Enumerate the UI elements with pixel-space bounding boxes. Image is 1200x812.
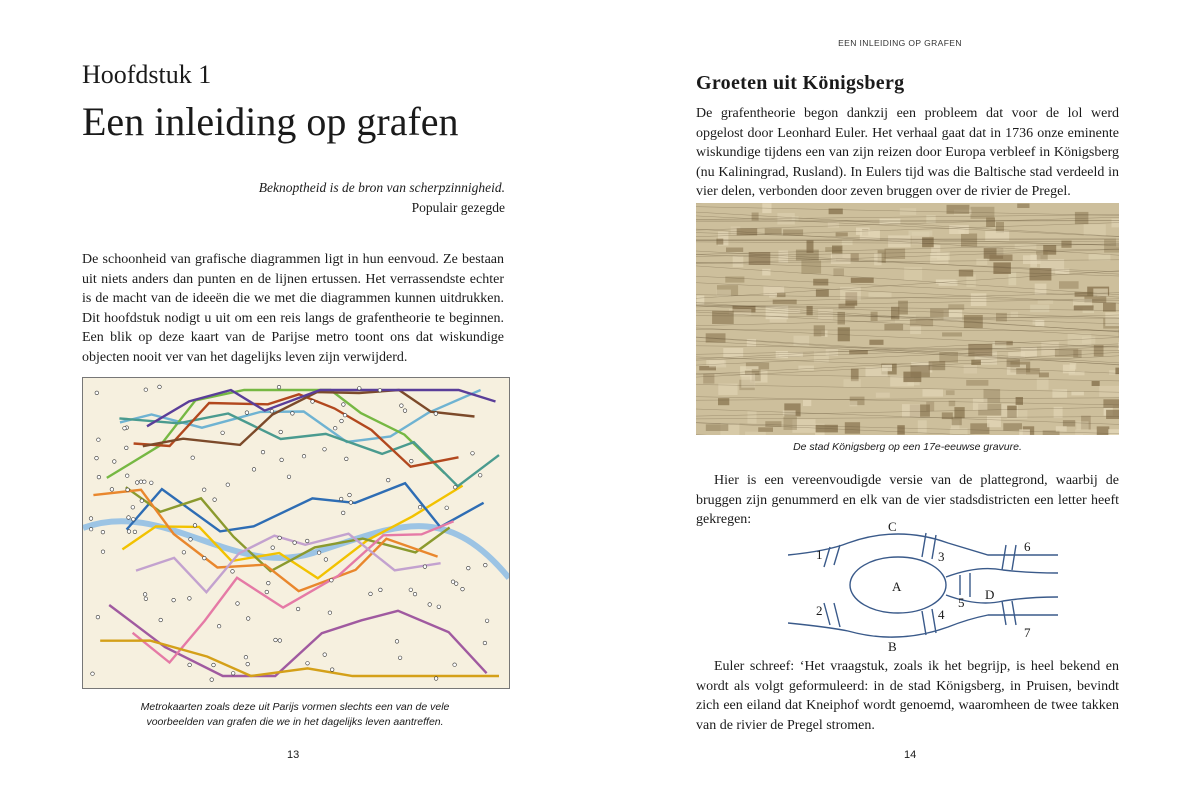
- engraving-building: [987, 416, 1001, 427]
- metro-station: [471, 452, 475, 456]
- metro-station: [428, 603, 432, 607]
- engraving-building: [801, 261, 821, 274]
- bridge-2: [824, 603, 840, 627]
- metro-station: [91, 672, 95, 676]
- metro-station: [101, 550, 105, 554]
- metro-station: [126, 488, 130, 492]
- metro-station: [358, 387, 362, 391]
- metro-line: [109, 605, 486, 676]
- engraving-building: [745, 432, 766, 435]
- map-caption: [100, 700, 490, 730]
- bridge-7: [1002, 601, 1016, 625]
- metro-station: [349, 501, 353, 505]
- engraving-building: [850, 401, 858, 406]
- engraving-building: [966, 380, 988, 386]
- engraving-hatch: [696, 215, 1119, 220]
- engraving-building: [926, 402, 934, 411]
- metro-station: [123, 427, 127, 431]
- engraving-building: [959, 270, 973, 277]
- metro-station: [445, 506, 449, 510]
- metro-station: [400, 404, 404, 408]
- metro-station: [89, 527, 93, 531]
- engraving-building: [1059, 281, 1079, 289]
- engraving-building: [1011, 312, 1018, 317]
- metro-station: [213, 498, 217, 502]
- engraving-building: [1071, 391, 1084, 395]
- konigsberg-paragraph: De grafentheorie begon dankzij een probleem dat voor de lol werd opgelost door Leonhard Euler. Het verhaal gaat dat in 1736 onze eminente wiskundige tijdens een van zijn reizen door Europa verbleef in Königsberg (nu Kaliningrad, Rusland). In Eulers tijd was die Baltische stad verdeeld in vier delen, verbonden door zeven bruggen over de rivier de Pregel.: [696, 106, 1119, 199]
- engraving-building: [798, 366, 814, 371]
- engraving-building: [773, 300, 797, 305]
- epigraph: [259, 178, 505, 218]
- engraving-building: [814, 325, 825, 336]
- label-district-d: D: [985, 587, 995, 602]
- engraving-building: [1007, 359, 1020, 367]
- metro-station: [267, 581, 271, 585]
- engraving-building: [1075, 429, 1097, 435]
- engraving-building: [1068, 334, 1092, 347]
- metro-station: [226, 483, 230, 487]
- metro-station: [191, 456, 195, 460]
- engraving-building: [1103, 399, 1119, 408]
- metro-station: [453, 663, 457, 667]
- metro-station: [339, 497, 343, 501]
- chapter-label: Hoofdstuk 1: [82, 60, 212, 89]
- metro-station: [113, 460, 117, 464]
- engraving-building: [777, 213, 794, 225]
- metro-station: [270, 410, 274, 414]
- label-bridge-3: 3: [938, 549, 945, 564]
- engraving-building: [1039, 373, 1049, 378]
- metro-station: [483, 641, 487, 645]
- engraving-building: [954, 407, 964, 418]
- engraving-building: [758, 427, 773, 432]
- engraving-building: [1052, 389, 1067, 398]
- metro-station: [378, 389, 382, 393]
- engraving-building: [1007, 410, 1028, 419]
- metro-station: [265, 590, 269, 594]
- metro-station: [485, 619, 489, 623]
- engraving-building: [930, 309, 949, 317]
- engraving-building: [706, 424, 729, 431]
- metro-station: [96, 615, 100, 619]
- simplified-map-paragraph: Hier is een vereenvoudigde versie van de plattegrond, waarbij de bruggen zijn genummerd en elk van de vier stadsdistricten een letter heeft gekregen:: [696, 473, 1119, 527]
- label-district-b: B: [888, 639, 897, 654]
- engraving-building: [930, 253, 948, 264]
- bridge-6: [1002, 545, 1016, 570]
- metro-station: [305, 539, 309, 543]
- metro-station: [434, 677, 438, 681]
- metro-station: [348, 493, 352, 497]
- engraving-building: [838, 312, 846, 325]
- metro-station: [478, 474, 482, 478]
- metro-station: [189, 538, 193, 542]
- metro-station: [125, 446, 129, 450]
- metro-station: [386, 478, 390, 482]
- engraving-building: [926, 215, 935, 223]
- metro-station: [97, 475, 101, 479]
- metro-station: [341, 511, 345, 515]
- engraving-building: [717, 290, 731, 297]
- metro-station: [221, 431, 225, 435]
- metro-station: [182, 551, 186, 555]
- engraving-building: [1093, 289, 1108, 297]
- engraving-building: [929, 361, 946, 370]
- metro-station: [395, 640, 399, 644]
- metro-station: [418, 505, 422, 509]
- engraving-building: [1017, 204, 1029, 209]
- engraving-building: [900, 208, 916, 215]
- engraving-hatch: [696, 212, 1119, 236]
- engraving-building: [784, 417, 797, 430]
- engraving-building: [703, 374, 714, 384]
- metro-station: [451, 580, 455, 584]
- metro-station: [144, 388, 148, 392]
- metro-station: [302, 454, 306, 458]
- metro-station: [252, 468, 256, 472]
- engraving-building: [946, 390, 955, 395]
- label-bridge-4: 4: [938, 607, 945, 622]
- label-bridge-7: 7: [1024, 625, 1031, 640]
- intro-paragraph: De schoonheid van grafische diagrammen ligt in hun eenvoud. Ze bestaan uit niets anders dan punten en de lijnen ertussen. Het verrassendste echter is de macht van de ideeën die we met die diagrammen kunnen uitdrukken. Dit hoofdstuk nodigt u uit om een reis langs de grafentheorie te beginnen. Een blik op deze kaart van de Parijse metro toont ons dat wiskundige objecten nooit ver van het dagelijks leven zijn verwijderd.: [82, 252, 504, 365]
- engraving-building: [844, 379, 861, 387]
- engraving-building: [783, 410, 796, 415]
- metro-station: [279, 430, 283, 434]
- engraving-hatch: [696, 295, 1119, 301]
- metro-station: [330, 668, 334, 672]
- engraving-building: [1106, 410, 1119, 419]
- metro-station: [453, 486, 457, 490]
- engraving-building: [884, 324, 903, 330]
- engraving-building: [752, 213, 759, 221]
- metro-station: [217, 624, 221, 628]
- label-bridge-2: 2: [816, 603, 823, 618]
- metro-station: [202, 488, 206, 492]
- engraving-building: [985, 231, 1009, 241]
- metro-station: [398, 656, 402, 660]
- engraving-building: [725, 277, 744, 283]
- metro-station: [403, 409, 407, 413]
- engraving-building: [845, 422, 860, 434]
- label-district-c: C: [888, 519, 897, 534]
- engraving-building: [712, 311, 734, 324]
- metro-station: [246, 662, 250, 666]
- chapter-title: Een inleiding op grafen: [82, 99, 459, 144]
- engraving-hatch: [696, 397, 1119, 405]
- engraving-building: [1097, 426, 1110, 435]
- engraving-building: [1084, 224, 1106, 236]
- engraving-building: [842, 240, 853, 245]
- right-page: [600, 0, 1200, 812]
- metro-station: [140, 499, 144, 503]
- engraving-building: [733, 256, 744, 267]
- label-bridge-1: 1: [816, 547, 823, 562]
- engraving-building: [971, 293, 987, 306]
- bridge-5: [960, 573, 970, 597]
- metro-station: [293, 541, 297, 545]
- section-title: Groeten uit Königsberg: [696, 72, 905, 94]
- metro-station: [291, 412, 295, 416]
- engraving-building: [1089, 254, 1111, 261]
- metro-station: [323, 653, 327, 657]
- konigsberg-bridges-diagram: [788, 515, 1058, 655]
- engraving-building: [1099, 386, 1119, 397]
- metro-station: [369, 592, 373, 596]
- engraving-building: [836, 232, 848, 236]
- metro-station: [143, 480, 147, 484]
- metro-station: [340, 419, 344, 423]
- engraving-building: [989, 255, 1012, 261]
- engraving-building: [748, 411, 757, 423]
- engraving-building: [874, 253, 882, 265]
- metro-station: [172, 598, 176, 602]
- engraving-building: [1074, 305, 1094, 310]
- engraving-building: [952, 417, 962, 426]
- metro-station: [127, 516, 131, 520]
- metro-station: [277, 385, 281, 389]
- metro-station: [132, 518, 136, 522]
- paris-metro-map: [82, 377, 510, 689]
- metro-station: [379, 588, 383, 592]
- metro-station: [210, 678, 214, 682]
- metro-station: [261, 450, 265, 454]
- engraving-building: [762, 269, 770, 276]
- engraving-hatch: [696, 220, 1119, 221]
- metro-station: [131, 506, 135, 510]
- engraving-building: [1056, 426, 1067, 431]
- metro-station: [159, 618, 163, 622]
- engraving-building: [868, 292, 891, 297]
- metro-station: [101, 530, 105, 534]
- metro-station: [110, 488, 114, 492]
- engraving-building: [1030, 305, 1049, 313]
- metro-station: [231, 570, 235, 574]
- engraving-building: [869, 340, 883, 345]
- metro-station: [345, 457, 349, 461]
- engraving-building: [1112, 219, 1120, 228]
- engraving-graphic: [696, 203, 1119, 435]
- running-header: EEN INLEIDING OP GRAFEN: [838, 38, 962, 48]
- metro-station: [333, 426, 337, 430]
- metro-station: [434, 412, 438, 416]
- metro-station: [133, 530, 137, 534]
- engraving-building: [949, 225, 969, 234]
- engraving-building: [838, 327, 850, 341]
- map-caption-line-1: Metrokaarten zoals deze uit Parijs vormen slechts een van de vele: [140, 701, 450, 713]
- metro-map-graphic: [83, 378, 509, 688]
- engraving-building: [1019, 429, 1030, 435]
- metro-station: [245, 411, 249, 415]
- engraving-building: [716, 239, 723, 245]
- engraving-building: [1016, 368, 1040, 374]
- engraving-building: [961, 234, 977, 247]
- metro-station: [278, 639, 282, 643]
- metro-station: [246, 617, 250, 621]
- metro-station: [324, 558, 328, 562]
- label-bridge-6: 6: [1024, 539, 1031, 554]
- metro-station: [409, 588, 413, 592]
- engraving-building: [970, 423, 989, 434]
- metro-station: [461, 587, 465, 591]
- engraving-building: [948, 304, 964, 310]
- metro-station: [343, 413, 347, 417]
- metro-station: [271, 546, 275, 550]
- engraving-building: [918, 420, 927, 433]
- engraving-building: [876, 393, 890, 398]
- engraving-building: [777, 293, 786, 297]
- metro-station: [323, 448, 327, 452]
- engraving-building: [860, 230, 880, 240]
- metro-station: [278, 536, 282, 540]
- metro-station: [212, 663, 216, 667]
- metro-station: [150, 481, 154, 485]
- engraving-hatch: [696, 398, 1119, 400]
- engraving-building: [976, 259, 987, 265]
- engraving-building: [718, 398, 729, 405]
- metro-station: [280, 458, 284, 462]
- engraving-building: [1073, 350, 1081, 358]
- metro-station: [342, 403, 346, 407]
- engraving-building: [923, 389, 944, 396]
- metro-station: [89, 517, 93, 521]
- engraving-building: [1076, 421, 1088, 430]
- engraving-building: [986, 218, 995, 227]
- page-number-left: 13: [287, 749, 300, 761]
- metro-station: [317, 551, 321, 555]
- map-caption-line-2: voorbeelden van grafen die we in het dagelijks leven aantreffen.: [146, 716, 444, 728]
- engraving-building: [1030, 255, 1037, 267]
- engraving-building: [1036, 251, 1048, 260]
- engraving-building: [942, 332, 962, 336]
- engraving-building: [909, 231, 933, 236]
- metro-station: [413, 592, 417, 596]
- engraving-building: [964, 365, 977, 374]
- engraving-building: [1003, 423, 1022, 430]
- engraving-building: [939, 280, 958, 286]
- engraving-building: [971, 360, 981, 365]
- engraving-building: [851, 278, 874, 283]
- metro-station: [244, 655, 248, 659]
- engraving-building: [1063, 420, 1075, 426]
- epigraph-quote: Beknoptheid is de bron van scherpzinnigheid.: [258, 180, 505, 195]
- engraving-building: [902, 404, 920, 417]
- metro-station: [203, 556, 207, 560]
- metro-station: [287, 475, 291, 479]
- metro-station: [437, 605, 441, 609]
- engraving-building: [726, 248, 743, 253]
- metro-station: [274, 638, 278, 642]
- metro-station: [410, 459, 414, 463]
- engraving-building: [947, 205, 970, 214]
- epigraph-attribution: Populair gezegde: [411, 200, 505, 215]
- metro-station: [135, 481, 139, 485]
- metro-station: [330, 579, 334, 583]
- page-number-right: 14: [904, 749, 917, 761]
- metro-station: [236, 602, 240, 606]
- engraving-caption: De stad Königsberg op een 17e-eeuwse gravure.: [793, 441, 1022, 453]
- label-district-a: A: [892, 579, 902, 594]
- metro-station: [484, 563, 488, 567]
- metro-station: [231, 672, 235, 676]
- engraving-building: [833, 268, 844, 276]
- metro-station: [328, 611, 332, 615]
- engraving-building: [973, 398, 988, 410]
- metro-station: [144, 597, 148, 601]
- metro-station: [158, 385, 162, 389]
- metro-line: [147, 390, 496, 426]
- engraving-hatch: [696, 330, 1119, 331]
- metro-station: [127, 530, 131, 534]
- label-bridge-5: 5: [958, 595, 965, 610]
- metro-station: [95, 391, 99, 395]
- metro-station: [95, 456, 99, 460]
- metro-station: [306, 662, 310, 666]
- metro-station: [193, 524, 197, 528]
- engraving-building: [922, 237, 934, 247]
- konigsberg-engraving: [696, 203, 1119, 435]
- metro-station: [423, 565, 427, 569]
- metro-station: [188, 663, 192, 667]
- metro-station: [296, 607, 300, 611]
- engraving-building: [803, 400, 811, 406]
- engraving-building: [897, 425, 905, 434]
- engraving-building: [697, 296, 705, 305]
- metro-station: [97, 438, 101, 442]
- metro-line: [100, 641, 499, 676]
- metro-station: [188, 597, 192, 601]
- metro-station: [467, 566, 471, 570]
- metro-station: [143, 593, 147, 597]
- metro-station: [125, 474, 129, 478]
- engraving-building: [1009, 272, 1017, 285]
- engraving-building: [903, 372, 921, 383]
- engraving-building: [1108, 429, 1119, 435]
- engraving-building: [1037, 379, 1049, 390]
- engraving-building: [723, 348, 743, 357]
- engraving-building: [1092, 381, 1100, 386]
- euler-quote-paragraph: Euler schreef: ‘Het vraagstuk, zoals ik het begrijp, is heel bekend en wordt als volgt geformuleerd: in de stad Königsberg, in Pruisen, bevindt zich een eiland dat Kneiphof wordt genoemd, waaromheen de twee takken van de rivier de Pregel stromen.: [696, 659, 1119, 733]
- metro-station: [311, 400, 315, 404]
